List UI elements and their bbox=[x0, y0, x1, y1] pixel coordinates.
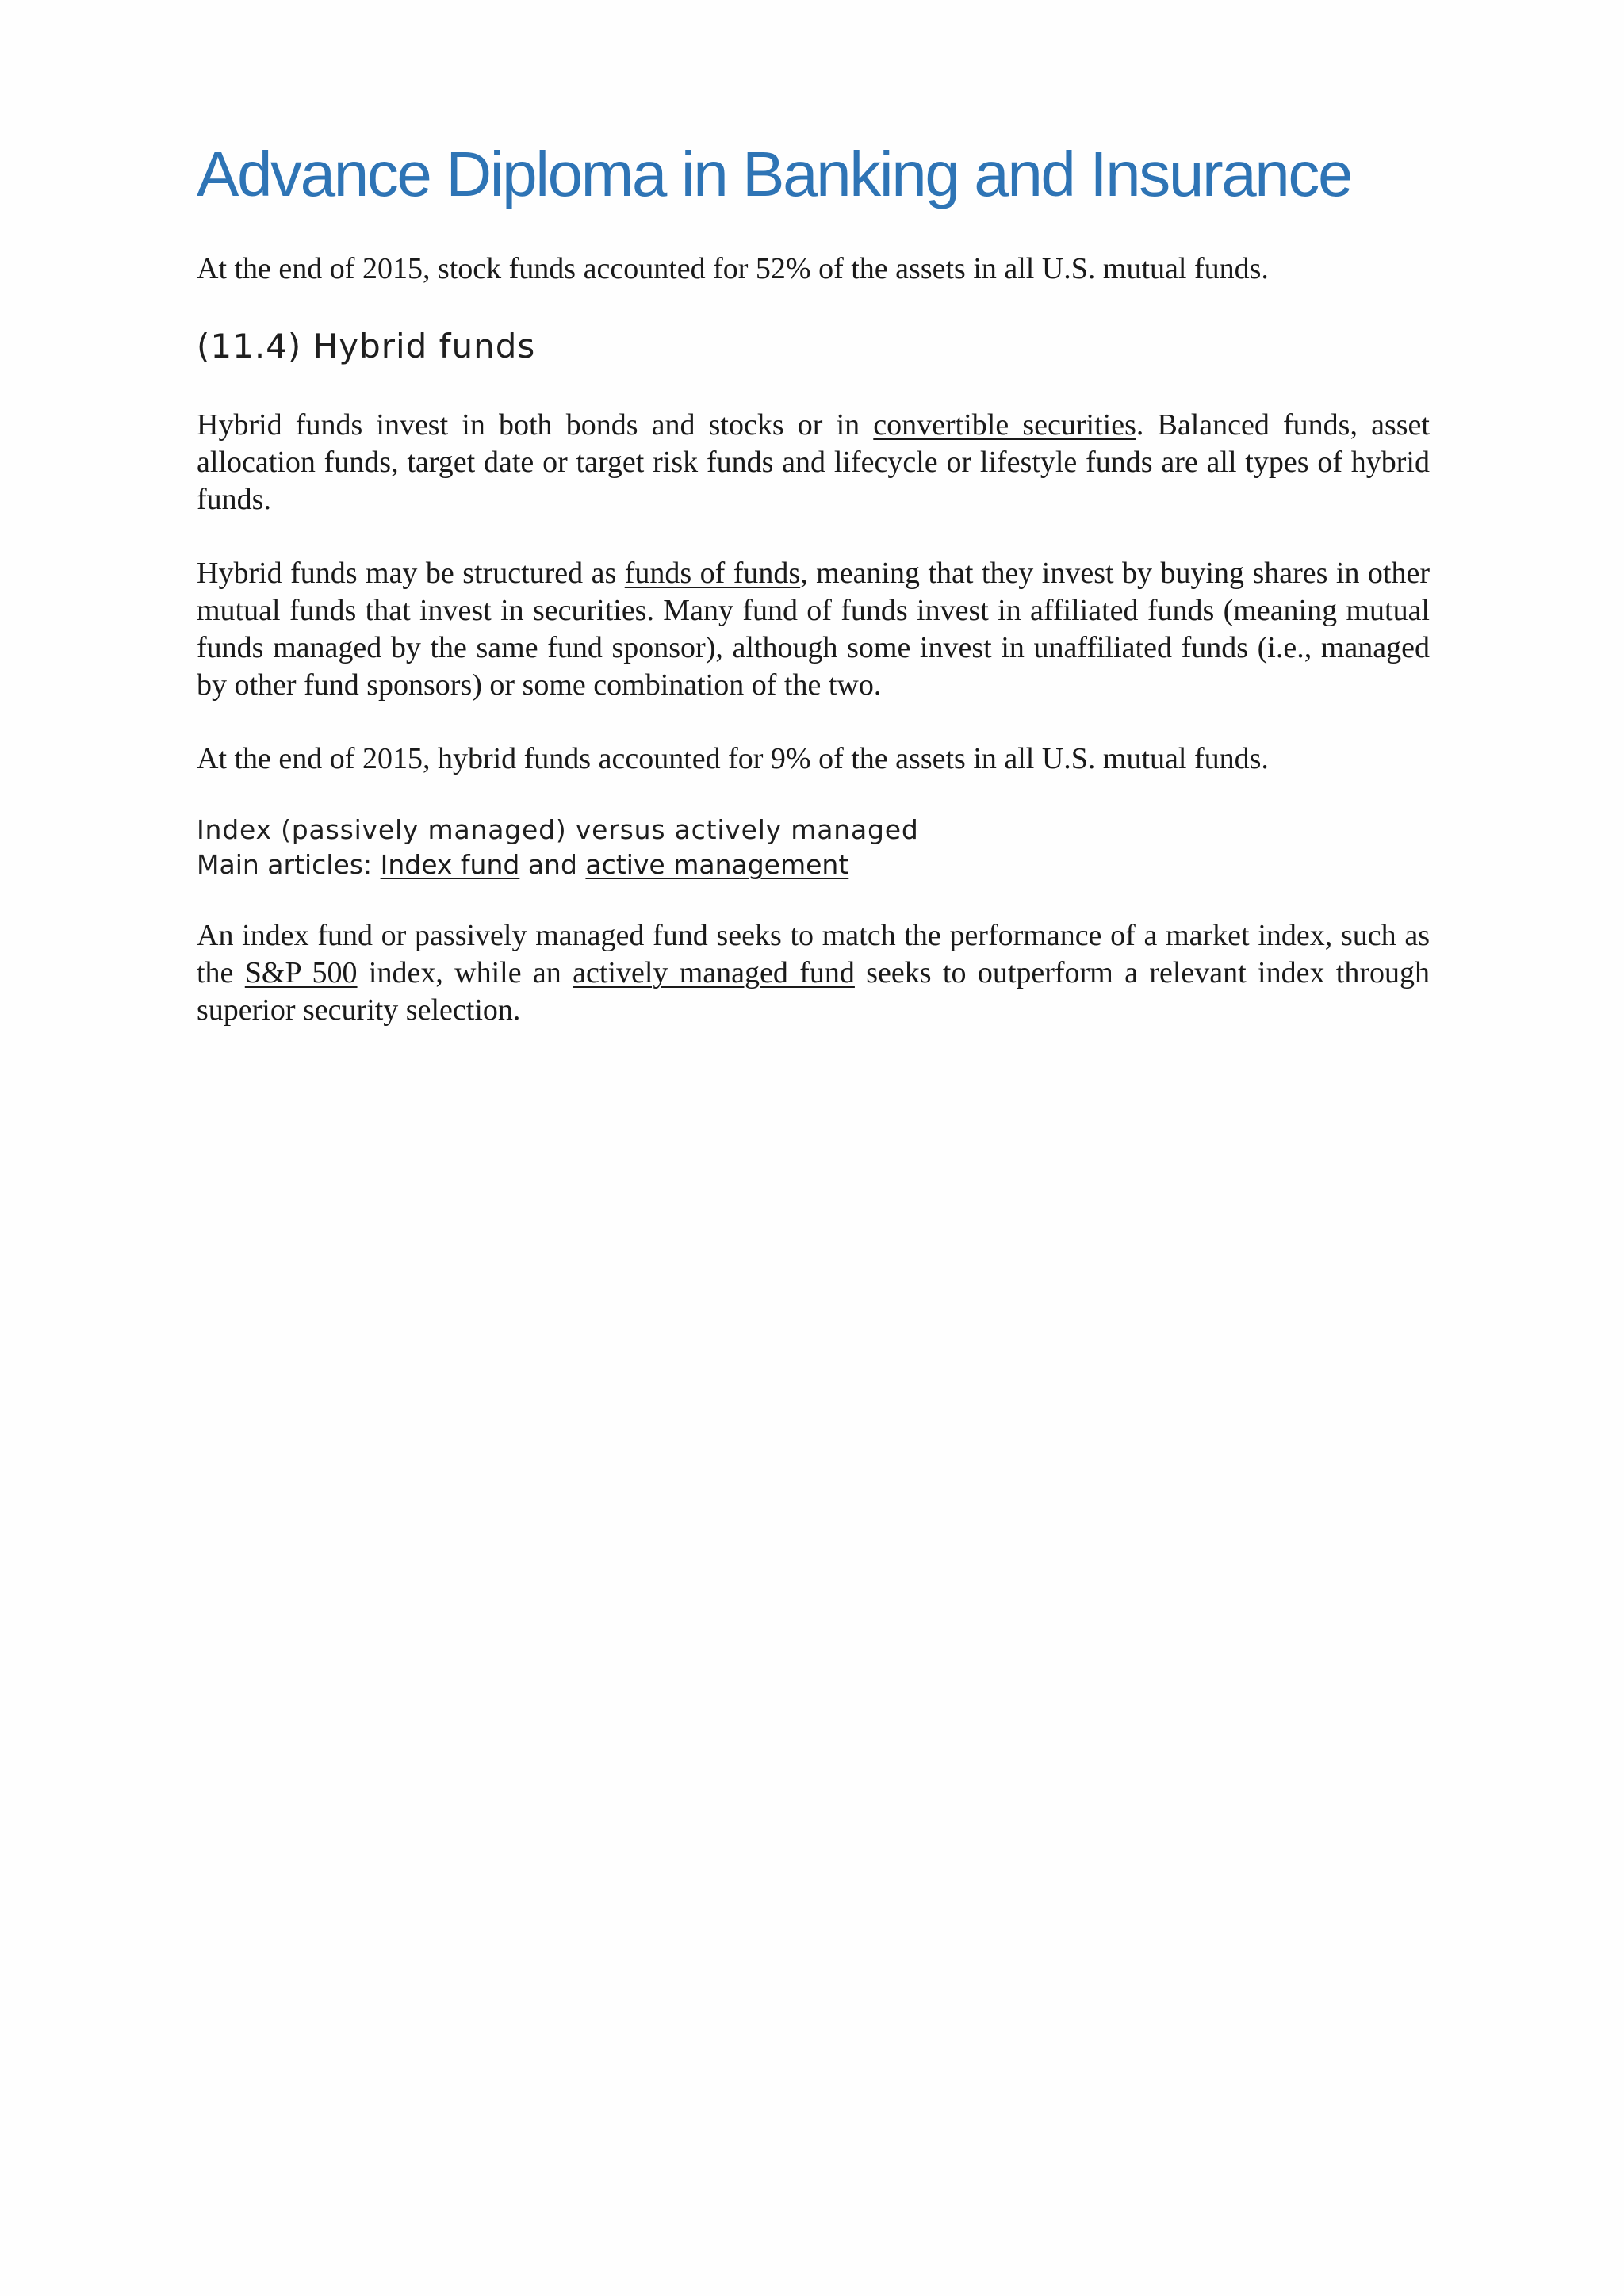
main-articles-prefix: Main articles: bbox=[197, 849, 381, 880]
paragraph-text: Hybrid funds invest in both bonds and stocks or in bbox=[197, 408, 874, 442]
active-management-link[interactable]: active management bbox=[585, 849, 849, 880]
main-articles-connector: and bbox=[519, 849, 586, 880]
funds-of-funds-link[interactable]: funds of funds bbox=[624, 557, 801, 590]
intro-paragraph: At the end of 2015, stock funds accounted for 52% of the assets in all U.S. mutual funds. bbox=[197, 252, 1269, 285]
convertible-securities-link[interactable]: convertible securities bbox=[873, 408, 1136, 442]
index-fund-link[interactable]: Index fund bbox=[380, 849, 520, 880]
main-articles-line bbox=[197, 848, 1430, 882]
page-content bbox=[197, 133, 1430, 1029]
paragraph-text: . Balanced funds, asset allocation funds, target date or target risk funds and lifecycle or lifestyle funds are all types of hybrid funds. bbox=[197, 408, 1430, 516]
actively-managed-fund-link[interactable]: actively managed fund bbox=[573, 956, 855, 989]
hybrid-funds-paragraph-1 bbox=[197, 407, 1430, 519]
hybrid-funds-paragraph-3: At the end of 2015, hybrid funds accounted for 9% of the assets in all U.S. mutual funds. bbox=[197, 742, 1269, 775]
section-heading-hybrid-funds: (11.4) Hybrid funds bbox=[197, 327, 536, 365]
sp-500-link[interactable]: S&P 500 bbox=[244, 956, 358, 989]
paragraph-text: , meaning that they invest by buying shares in other mutual funds that invest in securities. Many fund of funds invest in affiliated funds (meaning mutual funds managed by the same fund sponsor), although some invest in unaffiliated funds (i.e., managed by other fund sponsors) or some combination of the two. bbox=[197, 557, 1430, 702]
paragraph-text: An index fund or passively managed fund seeks to match the performance of a market index, such as the bbox=[197, 919, 1430, 989]
hybrid-funds-paragraph-2 bbox=[197, 555, 1430, 704]
document-title: Advance Diploma in Banking and Insurance bbox=[197, 139, 1352, 209]
index-vs-active-paragraph bbox=[197, 917, 1430, 1029]
paragraph-text: index, while an bbox=[357, 956, 573, 989]
subsection-heading-index-vs-active: Index (passively managed) versus actively managed bbox=[197, 814, 919, 845]
paragraph-text: Hybrid funds may be structured as bbox=[197, 557, 625, 590]
paragraph-text: seeks to outperform a relevant index through superior security selection. bbox=[197, 956, 1431, 1027]
